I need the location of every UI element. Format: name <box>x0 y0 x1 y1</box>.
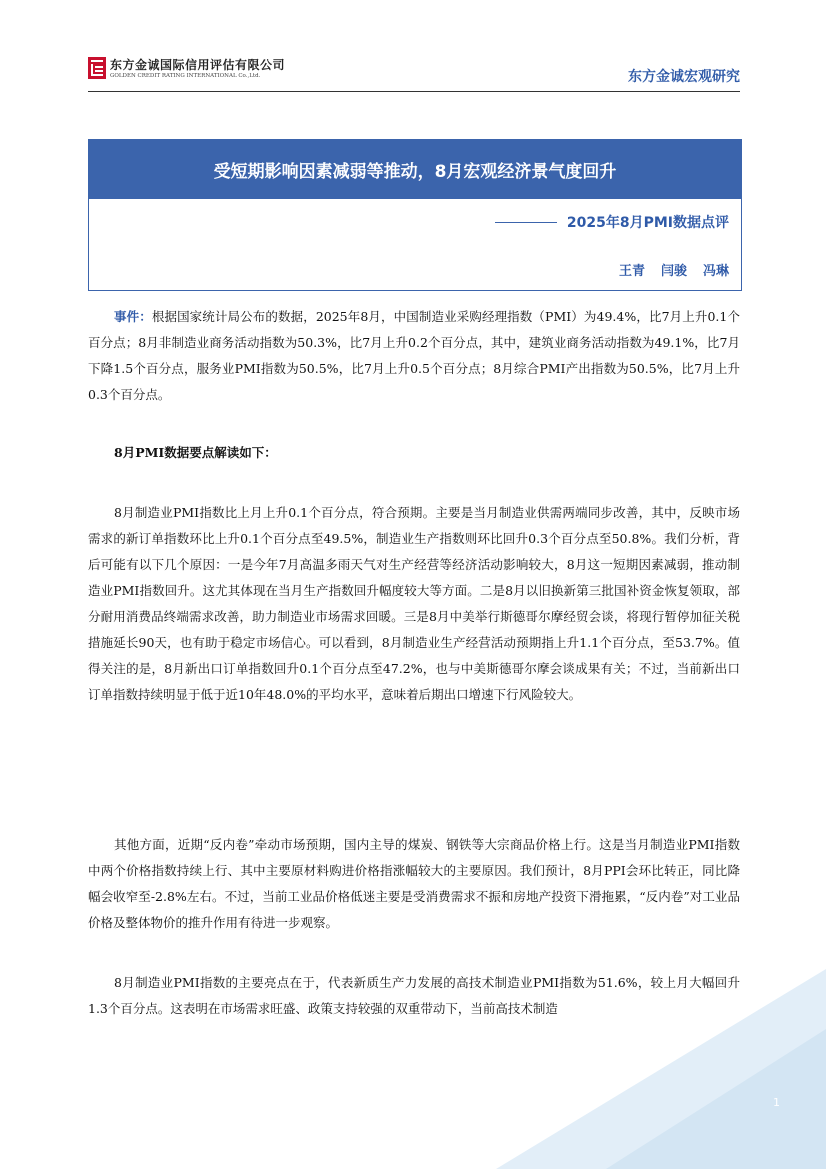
page-header <box>88 52 740 92</box>
author-name: 闫骏 <box>660 264 687 279</box>
event-paragraph <box>88 304 740 408</box>
header-divider <box>88 91 740 92</box>
author-name: 王青 <box>618 264 645 279</box>
report-title: 受短期影响因素减弱等推动，8月宏观经济景气度回升 <box>213 162 617 182</box>
company-logo-icon <box>88 57 106 79</box>
body-paragraph-2: 其他方面，近期“反内卷”牵动市场预期，国内主导的煤炭、钢铁等大宗商品价格上行。这是当月制造业PMI指数中两个价格指数持续上行、其中主要原材料购进价格指涨幅较大的主要原因。我们预计，8月PPI会环比转正，同比降幅会收窄至-2.8%左右。不过，当前工业品价格低迷主要是受消费需求不振和房地产投资下滑拖累，“反内卷”对工业品价格及整体物价的推升作用有待进一步观察。 <box>88 837 740 930</box>
event-label: 事件： <box>114 309 152 324</box>
section-heading: 8月PMI数据要点解读如下： <box>114 445 277 460</box>
body-paragraph-1: 8月制造业PMI指数比上月上升0.1个百分点，符合预期。主要是当月制造业供需两端同步改善，其中，反映市场需求的新订单指数环比上升0.1个百分点至49.5%，制造业生产指数则环比回升0.3个百分点至50.8%。我们分析，背后可能有以下几个原因：一是今年7月高温多雨天气对生产经营等经济活动影响较大，8月这一短期因素减弱，推动制造业PMI指数回升。这尤其体现在当月生产指数回升幅度较大等方面。二是8月以旧换新第三批国补资金恢复领取，部分耐用消费品终端需求改善，助力制造业市场需求回暖。三是8月中美举行斯德哥尔摩经贸会谈，将现行暂停加征关税措施延长90天，也有助于稳定市场信心。可以看到，8月制造业生产经营活动预期指上升1.1个百分点，至53.7%。值得关注的是，8月新出口订单指数回升0.1个百分点至47.2%，也与中美斯德哥尔摩会谈成果有关；不过，当前新出口订单指数持续明显于低于近10年48.0%的平均水平，意味着后期出口增速下行风险较大。 <box>88 505 740 702</box>
subtitle-row <box>495 212 729 232</box>
event-text: 根据国家统计局公布的数据，2025年8月，中国制造业采购经理指数（PMI）为49.4%，比7月上升0.1个百分点；8月非制造业商务活动指数为50.3%，比7月上升0.2个百分点，其中，建筑业商务活动指数为49.1%，比7月下降1.5个百分点，服务业PMI指数为50.5%，比7月上升0.5个百分点；8月综合PMI产出指数为50.5%，比7月上升0.3个百分点。 <box>88 309 740 402</box>
report-subtitle: 2025年8月PMI数据点评 <box>566 215 729 231</box>
company-name-en: GOLDEN CREDIT RATING INTERNATIONAL Co.,Ltd. <box>110 73 261 79</box>
subtitle-dash <box>495 222 557 223</box>
company-name-cn: 东方金诚国际信用评估有限公司 <box>110 58 286 72</box>
body-paragraph-3: 8月制造业PMI指数的主要亮点在于，代表新质生产力发展的高技术制造业PMI指数为51.6%，较上月大幅回升1.3个百分点。这表明在市场需求旺盛、政策支持较强的双重带动下，当前高技术制造 <box>88 975 740 1016</box>
series-name: 东方金诚宏观研究 <box>628 69 740 85</box>
page-number: 1 <box>773 1096 780 1109</box>
author-name: 冯琳 <box>702 264 729 279</box>
corner-decoration <box>496 969 826 1169</box>
title-box <box>88 139 742 291</box>
authors <box>619 260 729 279</box>
title-band <box>89 140 741 199</box>
